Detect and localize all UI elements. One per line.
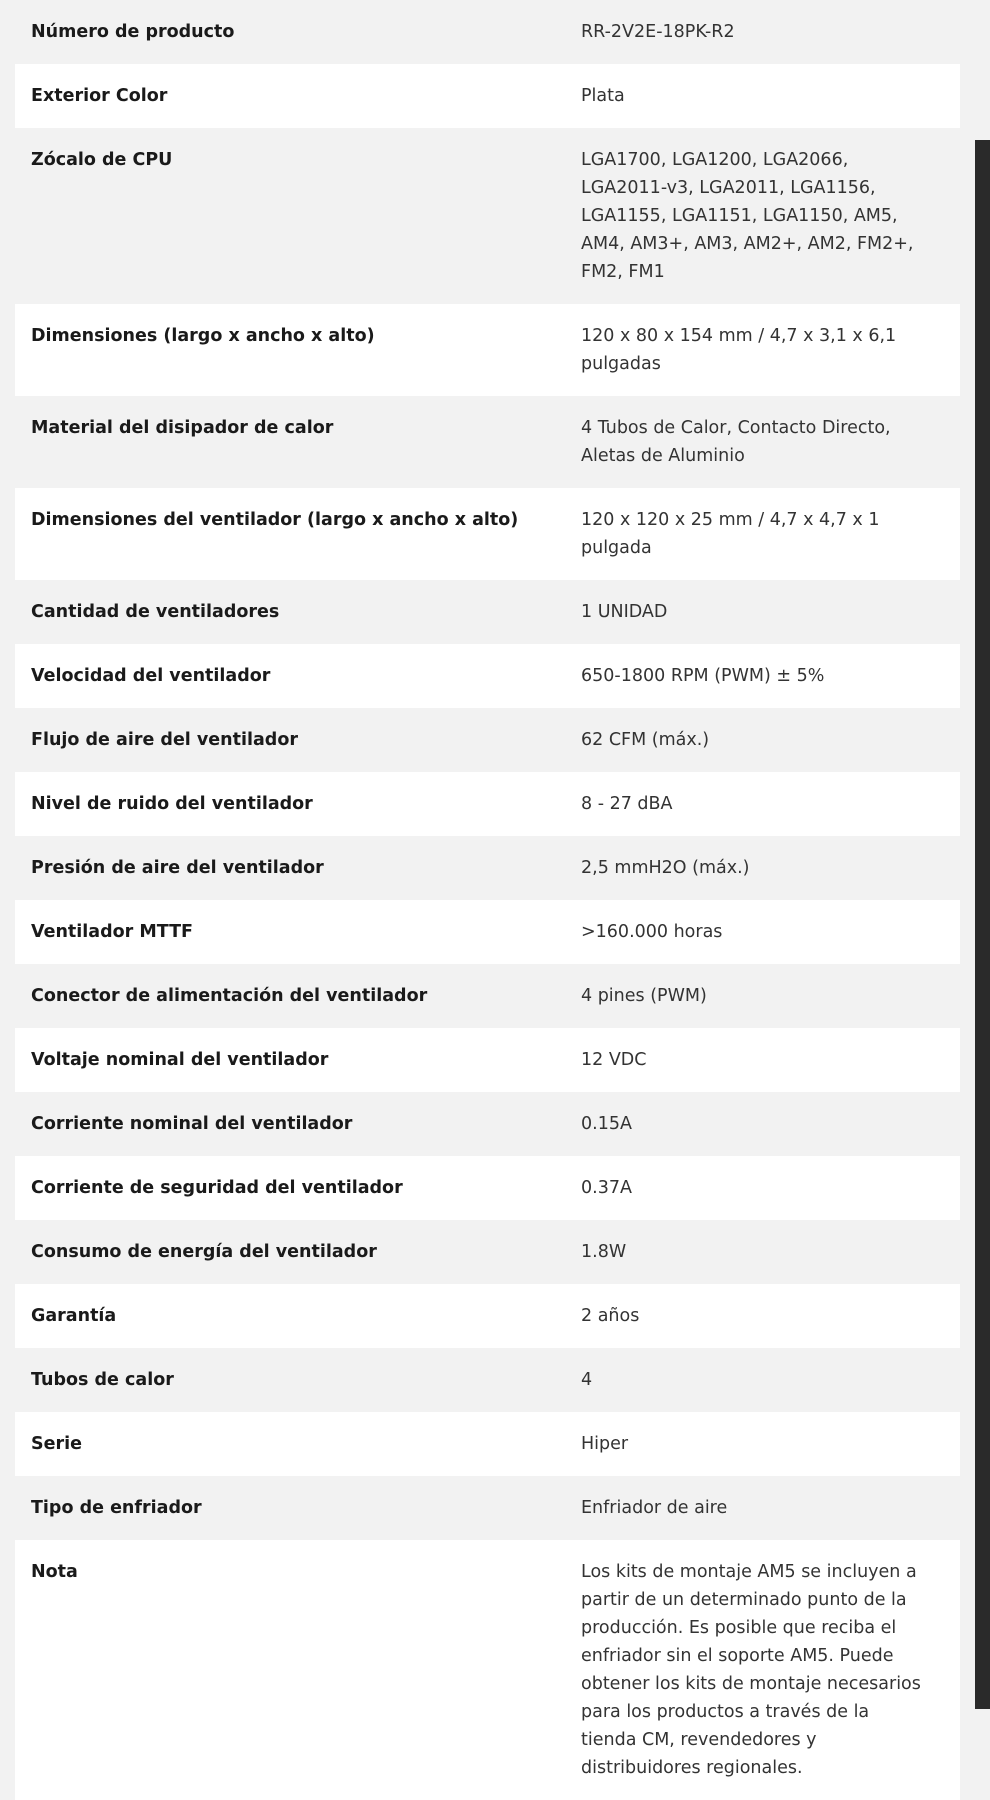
spec-value: Plata xyxy=(581,86,625,106)
spec-value: 8 - 27 dBA xyxy=(581,794,673,814)
spec-row-cpu-socket xyxy=(15,128,960,304)
spec-value: 62 CFM (máx.) xyxy=(581,730,710,750)
spec-row-cooler-type xyxy=(15,1476,960,1540)
spec-row-product-number xyxy=(15,0,960,64)
spec-row-fan-current xyxy=(15,1092,960,1156)
spec-label: Dimensiones (largo x ancho x alto) xyxy=(31,326,375,346)
spec-label: Nivel de ruido del ventilador xyxy=(31,794,313,814)
spec-label: Ventilador MTTF xyxy=(31,922,194,942)
spec-row-fan-voltage xyxy=(15,1028,960,1092)
spec-label: Corriente de seguridad del ventilador xyxy=(31,1178,403,1198)
spec-label: Consumo de energía del ventilador xyxy=(31,1242,377,1262)
spec-label: Tipo de enfriador xyxy=(31,1498,202,1518)
spec-value: 4 pines (PWM) xyxy=(581,986,707,1006)
spec-label: Material del disipador de calor xyxy=(31,418,334,438)
spec-label: Flujo de aire del ventilador xyxy=(31,730,298,750)
spec-row-fan-power xyxy=(15,1220,960,1284)
spec-label: Serie xyxy=(31,1434,82,1454)
spec-row-heatsink-material xyxy=(15,396,960,488)
spec-row-fan-noise xyxy=(15,772,960,836)
spec-value: Los kits de montaje AM5 se incluyen a partir de un determinado punto de la producción. Es posible que reciba el enfriador sin el soporte AM5. Puede obtener los kits de montaje necesarios para los productos a través de la tienda CM, revendedores y distribuidores regionales. xyxy=(581,1562,921,1778)
spec-label: Dimensiones del ventilador (largo x ancho x alto) xyxy=(31,510,519,530)
spec-row-fan-mttf xyxy=(15,900,960,964)
spec-label: Tubos de calor xyxy=(31,1370,174,1390)
spec-row-heat-pipes xyxy=(15,1348,960,1412)
spec-row-fan-pressure xyxy=(15,836,960,900)
spec-value: 0.15A xyxy=(581,1114,632,1134)
spec-row-fan-quantity xyxy=(15,580,960,644)
spec-value: 2,5 mmH2O (máx.) xyxy=(581,858,750,878)
spec-value: Enfriador de aire xyxy=(581,1498,728,1518)
spec-label: Voltaje nominal del ventilador xyxy=(31,1050,329,1070)
spec-value: 12 VDC xyxy=(581,1050,647,1070)
spec-value: 4 xyxy=(581,1370,593,1390)
spec-label: Garantía xyxy=(31,1306,117,1326)
spec-row-fan-airflow xyxy=(15,708,960,772)
spec-row-note xyxy=(15,1540,960,1800)
scrollbar[interactable] xyxy=(975,140,990,1709)
spec-row-fan-safety-current xyxy=(15,1156,960,1220)
spec-value: LGA1700, LGA1200, LGA2066, LGA2011-v3, LGA2011, LGA1156, LGA1155, LGA1151, LGA1150, AM5, AM4, AM3+, AM3, AM2+, AM2, FM2+, FM2, FM1 xyxy=(581,150,914,282)
spec-table xyxy=(15,0,960,1800)
spec-value: 1.8W xyxy=(581,1242,627,1262)
spec-value: RR-2V2E-18PK-R2 xyxy=(581,22,735,42)
spec-row-dimensions xyxy=(15,304,960,396)
spec-label: Nota xyxy=(31,1562,78,1582)
spec-value: 4 Tubos de Calor, Contacto Directo, Aletas de Aluminio xyxy=(581,418,891,466)
spec-row-exterior-color xyxy=(15,64,960,128)
spec-label: Exterior Color xyxy=(31,86,168,106)
spec-value: 1 UNIDAD xyxy=(581,602,668,622)
spec-row-fan-dimensions xyxy=(15,488,960,580)
spec-row-fan-speed xyxy=(15,644,960,708)
spec-label: Conector de alimentación del ventilador xyxy=(31,986,428,1006)
spec-label: Cantidad de ventiladores xyxy=(31,602,280,622)
spec-label: Velocidad del ventilador xyxy=(31,666,271,686)
spec-value: 120 x 80 x 154 mm / 4,7 x 3,1 x 6,1 pulgadas xyxy=(581,326,897,374)
spec-value: 2 años xyxy=(581,1306,640,1326)
spec-label: Corriente nominal del ventilador xyxy=(31,1114,353,1134)
spec-row-fan-connector xyxy=(15,964,960,1028)
spec-value: 650-1800 RPM (PWM) ± 5% xyxy=(581,666,825,686)
spec-value: Hiper xyxy=(581,1434,629,1454)
spec-value: 120 x 120 x 25 mm / 4,7 x 4,7 x 1 pulgada xyxy=(581,510,880,558)
scrollbar-thumb[interactable] xyxy=(975,140,990,1709)
spec-value: 0.37A xyxy=(581,1178,632,1198)
spec-label: Zócalo de CPU xyxy=(31,150,173,170)
spec-row-warranty xyxy=(15,1284,960,1348)
spec-row-series xyxy=(15,1412,960,1476)
spec-label: Presión de aire del ventilador xyxy=(31,858,324,878)
spec-value: >160.000 horas xyxy=(581,922,723,942)
spec-label: Número de producto xyxy=(31,22,235,42)
